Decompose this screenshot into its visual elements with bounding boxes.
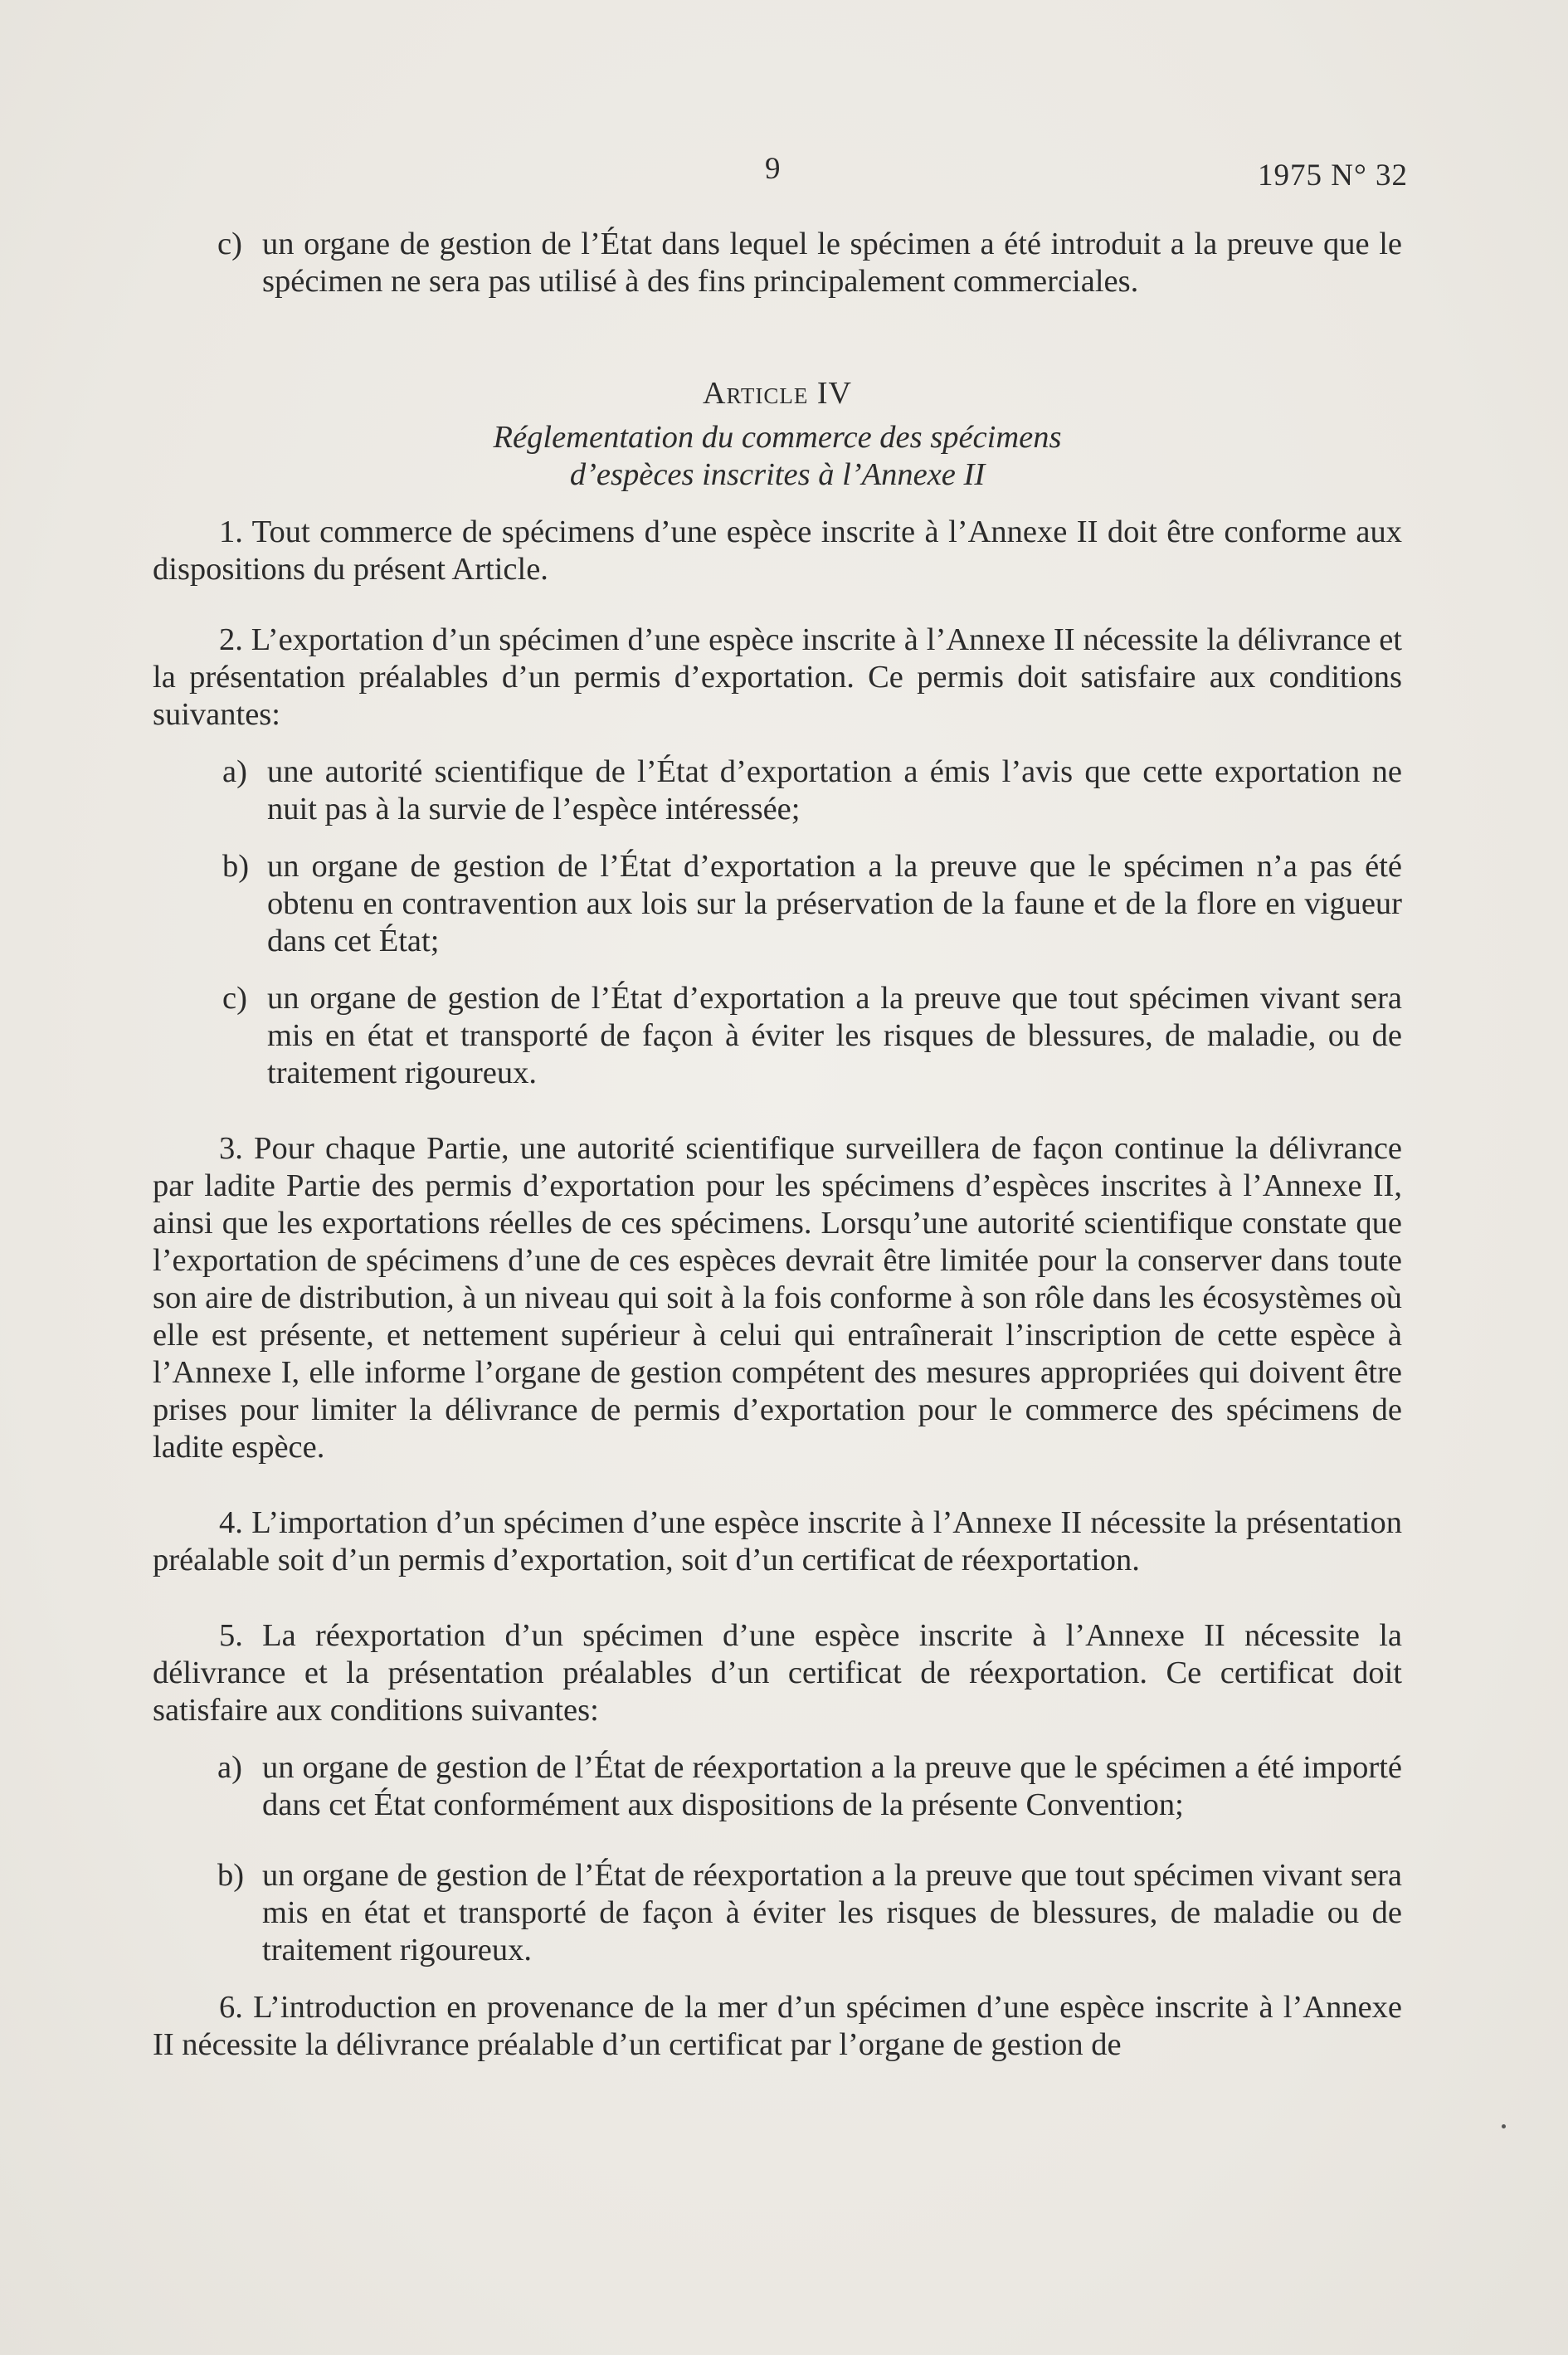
list-item-c (153, 226, 1402, 300)
paragraph-2: 2. L’exportation d’un spécimen d’une espèce inscrite à l’Annexe II nécessite la délivrance et la présentation préalables d’un permis d’exportation. Ce permis doit satisfaire aux conditions suivantes: (153, 622, 1402, 732)
list-text: un organe de gestion de l’État d’exportation a la preuve que le spécimen n’a pas été obtenu en contravention aux lois sur la préservation de la faune et de la flore en vigueur dans cet État; (267, 849, 1402, 958)
print-speck (1502, 2124, 1506, 2128)
list-label: c) (217, 227, 242, 261)
paragraph-5: 5. La réexportation d’un spécimen d’une espèce inscrite à l’Annexe II nécessite la délivrance et la présentation préalables d’un certificat de réexportation. Ce certificat doit satisfaire aux conditions suivantes: (153, 1618, 1402, 1728)
page-header (0, 151, 1568, 201)
page-number: 9 (765, 152, 781, 186)
list-item-a (153, 753, 1402, 828)
list-item-b (153, 1857, 1402, 1969)
article-subtitle (153, 419, 1402, 494)
list-item-c (153, 980, 1402, 1092)
article-subtitle-line-2: d’espèces inscrites à l’Annexe II (569, 457, 986, 492)
list-item-a (153, 1749, 1402, 1824)
list-label: a) (217, 1750, 242, 1785)
paragraph-6: 6. L’introduction en provenance de la mer d’un spécimen d’une espèce inscrite à l’Annexe II nécessite la délivrance préalable d’un certificat par l’organe de gestion de (153, 1990, 1402, 2062)
list-text: un organe de gestion de l’État dans lequel le spécimen a été introduit a la preuve que le spécimen ne sera pas utilisé à des fins principalement commerciales. (262, 227, 1402, 299)
paragraph-3: 3. Pour chaque Partie, une autorité scientifique surveillera de façon continue la délivrance par ladite Partie des permis d’exportation pour les spécimens d’espèces inscrites à l’Annexe II, ainsi que les exportations réelles de ces spécimens. Lorsqu’une autorité scientifique constate que l’exportation de spécimens d’une de ces espèces devrait être limitée pour la conserver dans toute son aire de distribution, à un niveau qui soit à la fois conforme à son rôle dans les écosystèmes où elle est présente, et nettement supérieur à celui qui entraînerait l’inscription de cette espèce à l’Annexe I, elle informe l’organe de gestion compétent des mesures appropriées qui doivent être prises pour limiter la délivrance de permis d’exportation pour le commerce des spécimens de ladite espèce. (153, 1131, 1402, 1465)
list-label: b) (222, 849, 250, 884)
list-text: un organe de gestion de l’État de réexportation a la preuve que tout spécimen vivant sera mis en état et transporté de façon à éviter les risques de blessures, de maladie ou de traitement rigoureux. (262, 1858, 1402, 1967)
article-title: Article IV (703, 376, 852, 411)
main-text (153, 226, 1402, 2064)
list-label: a) (222, 754, 247, 789)
list-text: une autorité scientifique de l’État d’exportation a émis l’avis que cette exportation ne nuit pas à la survie de l’espèce intéressée; (267, 754, 1402, 826)
article-subtitle-line-1: Réglementation du commerce des spécimens (493, 420, 1062, 455)
list-label: b) (217, 1858, 245, 1893)
paragraph-1: 1. Tout commerce de spécimens d’une espèce inscrite à l’Annexe II doit être conforme aux dispositions du présent Article. (153, 514, 1402, 587)
list-text: un organe de gestion de l’État d’exportation a la preuve que tout spécimen vivant sera mis en état et transporté de façon à éviter les risques de blessures, de maladie, ou de traitement rigoureux. (267, 981, 1402, 1090)
list-label: c) (222, 981, 247, 1016)
running-head: 1975 N° 32 (1257, 158, 1408, 193)
list-text: un organe de gestion de l’État de réexportation a la preuve que le spécimen a été importé dans cet État conformément aux dispositions de la présente Convention; (262, 1750, 1402, 1822)
paragraph-4: 4. L’importation d’un spécimen d’une espèce inscrite à l’Annexe II nécessite la présentation préalable soit d’un permis d’exportation, soit d’un certificat de réexportation. (153, 1505, 1402, 1577)
list-item-b (153, 848, 1402, 960)
